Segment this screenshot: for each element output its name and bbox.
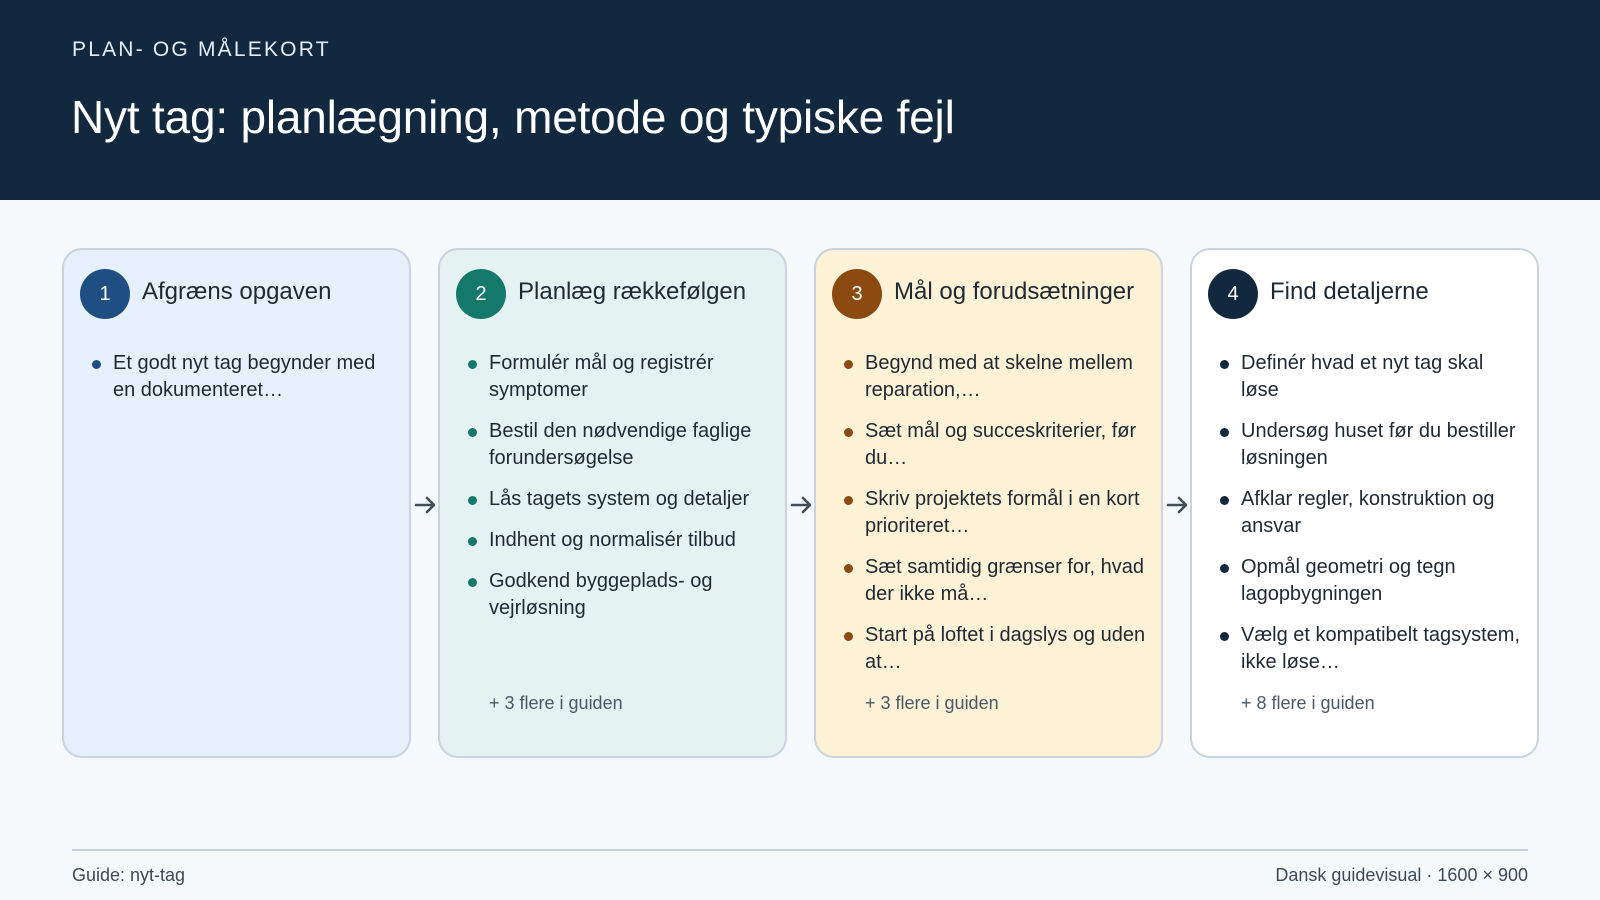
eyebrow-label: PLAN- OG MÅLEKORT: [72, 38, 331, 61]
footer-divider: [72, 849, 1528, 851]
arrow-right-icon: [1166, 493, 1190, 517]
step-card-2: [438, 248, 787, 758]
bullet-dot-icon: [468, 428, 477, 437]
list-item-text: Start på loftet i dagslys og uden at…: [865, 624, 1146, 673]
step-title: Find detaljerne: [1270, 278, 1429, 305]
list-item: [86, 350, 396, 404]
list-item-text: Bestil den nødvendige faglige forundersøgelse: [489, 420, 752, 469]
list-item: [462, 527, 772, 554]
bullet-dot-icon: [844, 632, 853, 641]
step-number-badge: 1: [80, 269, 130, 319]
list-item: [1214, 350, 1524, 404]
bullet-dot-icon: [844, 428, 853, 437]
list-item: [462, 418, 772, 472]
bullet-dot-icon: [468, 578, 477, 587]
list-item: [462, 350, 772, 404]
list-item-text: Vælg et kompatibelt tagsystem, ikke løse…: [1241, 624, 1521, 673]
step-number-badge: 2: [456, 269, 506, 319]
list-item-text: Sæt mål og succeskriterier, før du…: [865, 420, 1137, 469]
step-title: Afgræns opgaven: [142, 278, 332, 305]
bullet-dot-icon: [1220, 564, 1229, 573]
list-item-text: Afklar regler, konstruktion og ansvar: [1241, 488, 1495, 537]
list-item: [462, 568, 772, 622]
list-item-text: Lås tagets system og detaljer: [489, 488, 750, 510]
list-item: [1214, 554, 1524, 608]
step-bullet-list: [1214, 350, 1524, 690]
list-item: [1214, 418, 1524, 472]
list-item: [1214, 622, 1524, 676]
list-item-text: Et godt nyt tag begynder med en dokumenteret…: [113, 352, 376, 401]
arrow-right-icon: [414, 493, 438, 517]
step-number-badge: 4: [1208, 269, 1258, 319]
bullet-dot-icon: [468, 496, 477, 505]
step-number-badge: 3: [832, 269, 882, 319]
list-item-text: Definér hvad et nyt tag skal løse: [1241, 352, 1484, 401]
footer-source: Guide: nyt-tag: [72, 865, 186, 885]
list-item: [838, 554, 1148, 608]
list-item-text: Skriv projektets formål i en kort prioriteret…: [865, 488, 1140, 537]
list-item-text: Sæt samtidig grænser for, hvad der ikke må…: [865, 556, 1145, 605]
footer-caption: Dansk guidevisual · 1600 × 900: [1275, 865, 1528, 885]
bullet-dot-icon: [1220, 360, 1229, 369]
bullet-dot-icon: [844, 496, 853, 505]
list-item-text: Formulér mål og registrér symptomer: [489, 352, 714, 401]
step-title: Mål og forudsætninger: [894, 278, 1135, 305]
more-in-guide-link: + 3 flere i guiden: [865, 693, 999, 713]
bullet-dot-icon: [468, 360, 477, 369]
header-band: [0, 0, 1600, 200]
bullet-dot-icon: [844, 360, 853, 369]
bullet-dot-icon: [844, 564, 853, 573]
bullet-dot-icon: [1220, 428, 1229, 437]
step-card-3: [814, 248, 1163, 758]
step-bullet-list: [86, 350, 396, 418]
page-title: Nyt tag: planlægning, metode og typiske fejl: [71, 91, 955, 143]
list-item: [838, 486, 1148, 540]
step-title: Planlæg rækkefølgen: [518, 278, 747, 305]
bullet-dot-icon: [92, 360, 101, 369]
list-item-text: Opmål geometri og tegn lagopbygningen: [1241, 556, 1456, 605]
list-item-text: Godkend byggeplads- og vejrløsning: [489, 570, 713, 619]
list-item-text: Undersøg huset før du bestiller løsningen: [1241, 420, 1516, 469]
list-item: [838, 418, 1148, 472]
more-in-guide-link: + 3 flere i guiden: [489, 693, 623, 713]
step-card-1: [62, 248, 411, 758]
more-in-guide-link: + 8 flere i guiden: [1241, 693, 1375, 713]
list-item-text: Begynd med at skelne mellem reparation,…: [865, 352, 1133, 401]
step-bullet-list: [838, 350, 1148, 690]
list-item: [838, 622, 1148, 676]
list-item: [1214, 486, 1524, 540]
bullet-dot-icon: [1220, 632, 1229, 641]
list-item-text: Indhent og normalisér tilbud: [489, 529, 736, 551]
list-item: [838, 350, 1148, 404]
bullet-dot-icon: [468, 537, 477, 546]
step-card-4: [1190, 248, 1539, 758]
bullet-dot-icon: [1220, 496, 1229, 505]
step-bullet-list: [462, 350, 772, 636]
list-item: [462, 486, 772, 513]
arrow-right-icon: [790, 493, 814, 517]
